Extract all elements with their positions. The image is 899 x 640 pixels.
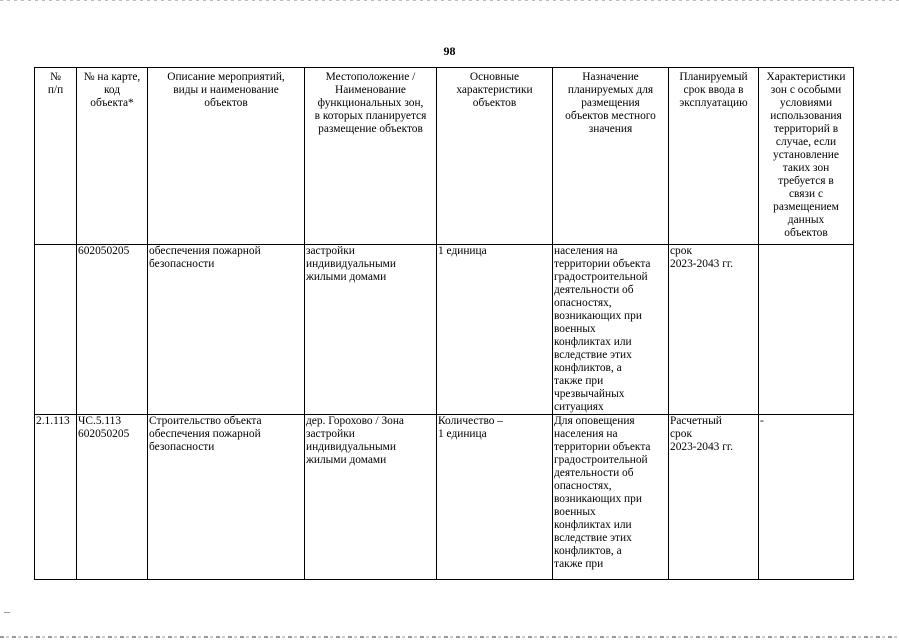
header-text-line: объекта* [90,97,134,109]
cell-location [305,245,437,415]
header-map-code [77,68,148,245]
header-characteristics [437,68,553,245]
cell-text-line: вследствие этих [554,349,632,361]
cell-text-line: территории объекта [554,258,651,270]
cell-text-line: чрезвычайных [554,388,625,400]
cell-text-line: конфликтов, а [554,362,622,374]
scan-edge-bottom [0,636,899,638]
header-term [669,68,759,245]
header-text-line: Наименование [335,84,406,96]
cell-text-line: Строительство объекта [149,415,262,427]
cell-text-line: опасностях, [554,297,612,309]
header-text-line: код [103,84,121,96]
cell-text-line: территории объекта [554,441,651,453]
header-text-line: данных [787,214,825,226]
header-text-line: функциональных зон, [317,97,424,109]
header-text-line: объектов местного [565,110,656,122]
header-text-line: требуется в [778,175,834,187]
header-text-line: таких зон [782,162,830,174]
cell-purpose [553,245,669,415]
cell-text-line: ЧС.5.113 [78,415,122,427]
cell-zones [759,415,854,580]
table-row [35,415,854,580]
header-text-line: характеристики [456,84,533,96]
header-text-line: Местоположение / [325,71,416,83]
cell-text-line: военных [554,323,596,335]
cell-text-line: также при [554,375,604,387]
header-purpose [553,68,669,245]
table-header-row [35,68,854,245]
planned-objects-table [34,67,854,580]
cell-text-line: возникающих при [554,310,642,322]
header-text-line: Планируемый [679,71,748,83]
cell-description [148,245,305,415]
cell-text-line: конфликтов, а [554,545,622,557]
header-text-line: территорий в [773,123,839,135]
header-text-line: объектов [784,227,828,239]
cell-text-line: дер. Горохово / Зона [306,415,404,427]
cell-location [305,415,437,580]
header-text-line: виды и наименование [173,84,279,96]
cell-text-line: 1 единица [438,245,487,257]
header-text-line: размещение объектов [318,123,423,135]
header-text-line: Назначение [582,71,639,83]
cell-num [35,245,77,415]
header-text-line: в которых планируется [314,110,427,122]
table-row [35,245,854,415]
cell-text-line: градостроительной [554,271,648,283]
cell-text-line: 2023-2043 гг. [670,258,734,270]
header-text-line: срок ввода в [683,84,744,96]
cell-text-line: застройки [306,245,355,257]
cell-zones [759,245,854,415]
cell-description [148,415,305,580]
cell-text-line: деятельности об [554,284,634,296]
cell-text-line: обеспечения пожарной [149,428,261,440]
scan-mark [4,612,10,613]
page-number: 98 [443,44,456,58]
cell-text-line: населения на [554,428,618,440]
header-text-line: Основные [469,71,520,83]
cell-text-line: индивидуальными [306,258,396,270]
cell-text-line: конфликтах или [554,519,632,531]
cell-term [669,245,759,415]
cell-text-line: жилыми домами [306,271,387,283]
cell-text-line: жилыми домами [306,454,387,466]
header-description [148,68,305,245]
cell-text-line: Для оповещения [554,415,635,427]
scan-edge-top [0,0,899,1]
header-location [305,68,437,245]
cell-purpose [553,415,669,580]
header-text-line: связи с [788,188,824,200]
header-text-line: № [50,71,61,83]
header-num [35,68,77,245]
cell-num [35,415,77,580]
cell-text-line: деятельности об [554,467,634,479]
header-text-line: объектов [472,97,517,109]
cell-text-line: Расчетный [670,415,722,427]
cell-text-line: 602050205 [78,245,130,257]
cell-text-line: 2023-2043 гг. [670,441,734,453]
header-text-line: условиями [779,97,833,109]
cell-text-line: ситуациях [554,401,604,413]
cell-text-line: безопасности [149,441,215,453]
cell-text-line: срок [670,428,692,440]
cell-text-line: населения на [554,245,618,257]
cell-text-line: вследствие этих [554,532,632,544]
header-zones [759,68,854,245]
header-text-line: значения [588,123,633,135]
cell-term [669,415,759,580]
header-text-line: установление [773,149,839,161]
header-text-line: зон с особыми [770,84,842,96]
cell-text-line: военных [554,506,596,518]
header-text-line: использования [770,110,842,122]
cell-text-line: градостроительной [554,454,648,466]
cell-text-line: Количество – [438,415,503,427]
cell-text-line: 2.1.113 [36,415,70,427]
header-text-line: № на карте, [83,71,141,83]
header-text-line: объектов [204,97,248,109]
cell-text-line: безопасности [149,258,215,270]
header-text-line: п/п [47,84,64,96]
cell-text-line: 1 единица [438,428,487,440]
header-text-line: случае, если [775,136,837,148]
header-text-line: эксплуатацию [679,97,748,109]
cell-text-line: срок [670,245,692,257]
cell-text-line: застройки [306,428,355,440]
cell-text-line: - [760,415,764,427]
header-text-line: Описание мероприятий, [167,71,285,83]
header-text-line: размещением [773,201,839,213]
cell-text-line: опасностях, [554,480,612,492]
cell-characteristics [437,415,553,580]
cell-text-line: индивидуальными [306,441,396,453]
cell-text-line: конфликтах или [554,336,632,348]
header-text-line: размещения [581,97,640,109]
cell-code [77,245,148,415]
cell-characteristics [437,245,553,415]
cell-text-line: 602050205 [78,428,130,440]
header-text-line: Характеристики [766,71,846,83]
header-text-line: планируемых для [567,84,654,96]
cell-text-line: возникающих при [554,493,642,505]
cell-text-line: также при [554,558,604,570]
cell-code [77,415,148,580]
cell-text-line: обеспечения пожарной [149,245,261,257]
